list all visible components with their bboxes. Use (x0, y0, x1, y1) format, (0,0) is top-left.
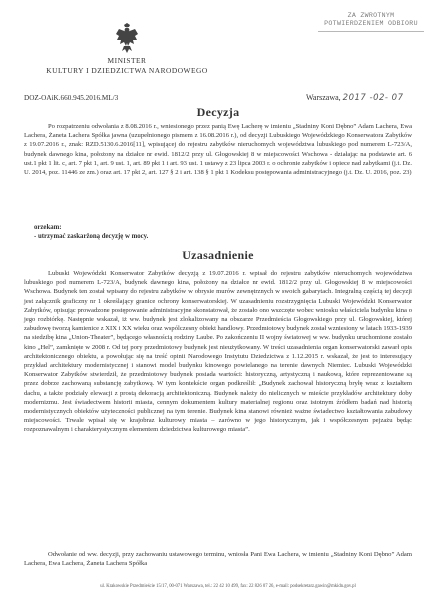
decision-body: Po rozpatrzeniu odwołania z 8.08.2016 r., wniesionego przez panią Ewę Lacherę w imieniu „Stadniny Koni Dębno” Adam Lachera, Ewa Lachera, Żaneta Lachera Spółka jawna (uzupełnionego pismem z 16.08.2016 r.), od decyzji Lubuskiego Wojewódzkiego Konserwatora Zabytków z 19.07.2016 r., znak: RZD.5130.6.2016[11], wpisującej do rejestru zabytków nieruchomych województwa lubuskiego pod numerem L-723/A, budynek dawnego kina, położony na działce nr ewid. 1812/2 przy ul. Głogowskiej 8 w miejscowości Wschowa - działając na podstawie art. 6 ust.1 pkt 1 lit. c, art. 7 pkt 1, art. 9 ust. 1, art. 89 pkt 1 i art. 93 ust. 1 ustawy z 23 lipca 2003 r. o ochronie zabytków i opiece nad zabytkami (j.t. Dz. U. 2014, poz. 11446 ze zm.) oraz art. 17 pkt 2, art. 127 § 2 i art. 138 § 1 pkt 1 Kodeksu postępowania administracyjnego (j.t. Dz. U. 2016, poz. 23) (24, 123, 412, 177)
decision-title: Decyzja (196, 105, 240, 119)
stamp-line-1: ZA ZWROTNYM (347, 12, 395, 19)
reference-number: DOZ-OAiK.660.945.2016.ML/3 (24, 94, 119, 102)
ruling-text: - utrzymać zaskarżoną decyzję w mocy. (34, 233, 149, 240)
ministry-header (24, 56, 230, 76)
return-receipt-stamp (318, 12, 424, 32)
footer-address: ul. Krakowskie Przedmieście 15/17, 00-071 Warszawa, tel.: 22 42 10 499, fax: 22 826 07 26, e-mail: podsekretarz.gawin@mkidn.gov.pl (100, 584, 356, 589)
ministry-line-2: KULTURY I DZIEDZICTWA NARODOWEGO (46, 66, 208, 75)
justification-body-continued: Odwołanie od ww. decyzji, przy zachowaniu ustawowego terminu, wniosła Pani Ewa Lachera, w imieniu „Stadniny Koni Dębno” Adam Lachera, Ewa Lachera, Żaneta Lachera Spółka (24, 551, 412, 568)
justification-title: Uzasadnienie (182, 248, 254, 262)
stamp-underline (318, 29, 424, 32)
place: Warszawa, (306, 93, 341, 102)
orzekam-label: orzekam: (34, 224, 62, 231)
handwritten-date: 2017 -02- 07 (342, 93, 404, 103)
ministry-line-1: MINISTER (107, 56, 147, 65)
polish-eagle-emblem-icon (114, 22, 140, 54)
stamp-line-2: POTWIERDZENIEM ODBIORU (324, 20, 418, 27)
justification-body: Lubuski Wojewódzki Konserwator Zabytków decyzją z 19.07.2016 r. wpisał do rejestru zabytków nieruchomych województwa lubuskiego pod numerem L-723/A, budynek dawnego kina, położony na działce nr ewid. 1812/2 przy ul. Głogowskiej 8 w miejscowości Wschowa. Budynek ten został wpisany do rejestru zabytków w obrysie murów zewnętrznych w swoich gabarytach. Integralną częścią tej decyzji jest załącznik graficzny nr 1 określający granice ochrony konserwatorskiej. W uzasadnieniu rozstrzygnięcia Lubuski Wojewódzki Konserwator Zabytków, opisując prowadzone postępowanie administracyjne skonstatował, że zostało ono wszczęte wobec wniosku właściciela budynku kina o jego rozbiórkę. Następnie wskazał, iż ww. budynek jest zlokalizowany na obszarze Przedmieścia Głogowskiego przy ul. Głogowskiej, której zabudowę tworzą kamienice z XIX i XX wieku oraz wspólczesny obiekt handlowy. Przedmiotowy budynek został wzniesiony w latach 1933-1939 na siedzibę kina „Union-Theater”, będącego własnością rodziny Laube. Po zakończeniu II wojny światowej w ww. budynku uruchomione zostało kino „Hel”, zamknięte w 2008 r. Od tej pory przedmiotowy budynek jest nieużytkowany. W treści uzasadnienia organ konserwatorski zawarł opis architektonicznego obiektu, a powołując się na treść opinii Narodowego Instytutu Dziedzictwa z 1.12.2015 r. wskazał, że jest to interesujący przykład architektury modernistycznej i stanowi model budynku kinowego powielanego na terenie dawnych Niemiec. Lubuski Wojewódzki Konserwator Zabytków stwierdził, że przedmiotowy budynek posiada wartości: historyczną, artystyczną i naukową, które reprezentowane są przez dobrze zachowaną substancję zabytkową. W tym kontekście organ podkreślił: „Budynek zachował historyczną bryłę wraz z kształtem dachu, a także podziały elewacji z prostą dekoracją architektoniczną. Budynek należy do nielicznych w mieście przykładów architektury doby modernizmu. Jest świadectwem historii miasta, cennym dokumentem kultury materialnej regionu oraz istotnym źródłem badań nad historią modernistycznych obiektów użyteczności publicznej na tym terenie. Budynek kina stanowi również ważne świadectwo kształtowania zabudowy miejscowości. Trwale wpisał się w krajobraz kulturowy miasta – zarówno w jego historycznym, jak i współczesnym pejzażu będąc rozpoznawalnym i charakterystycznym elementem dziedzictwa kulturowego miasta”. (24, 270, 412, 434)
place-and-date (306, 93, 403, 103)
